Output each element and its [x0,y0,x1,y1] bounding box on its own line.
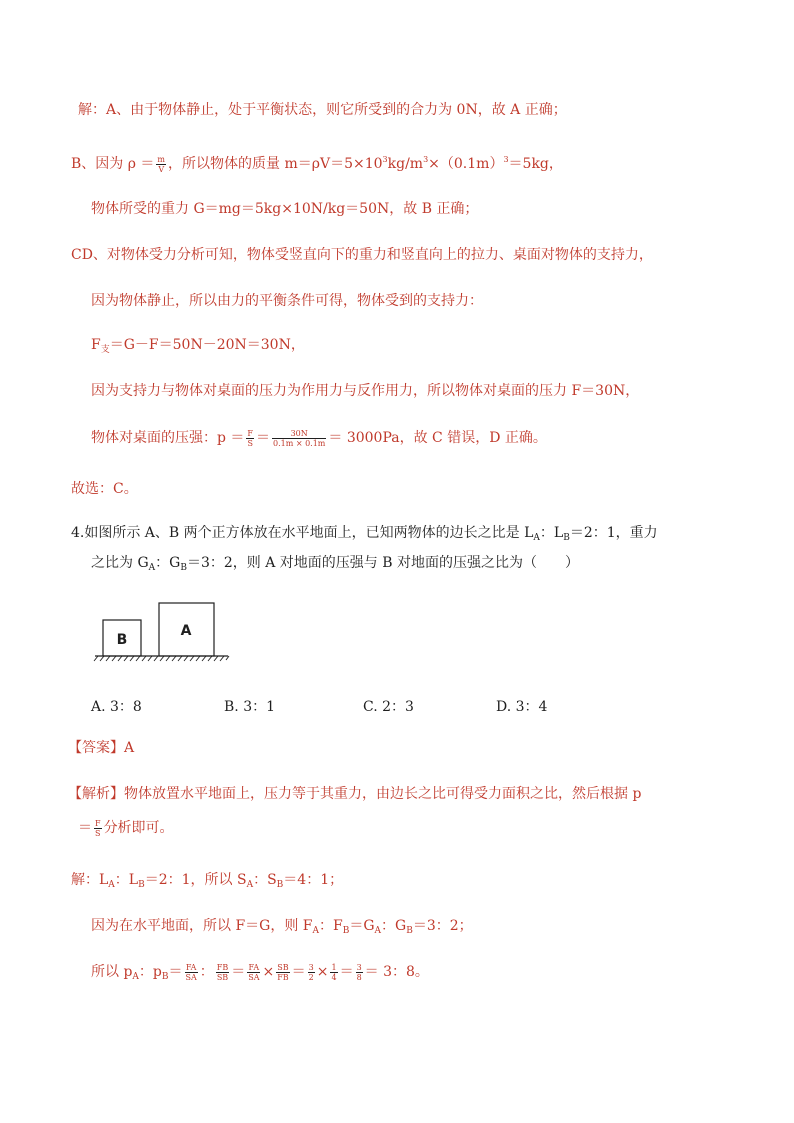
superscript: 3 [503,155,509,164]
analysis-solution-1 [71,870,343,895]
subscript: A [246,880,254,890]
subscript: B [161,972,169,982]
text-fragment: ＝2：1，重力 [569,525,658,541]
text-fragment: ＝ 3000Pa，故 C 错误，D 正确。 [328,430,547,446]
subscript: B [563,533,570,543]
fraction-sb-over-fb [276,963,289,982]
subscript: A [374,926,382,936]
answer-tag: 【答案】 [68,740,124,756]
text-fragment: kg/m [387,156,424,172]
answer-value: A [124,740,135,756]
question-4-line-1 [71,523,658,548]
fraction-30n-over-area [272,429,326,448]
choice-b: B. 3：1 [224,699,276,715]
text-fragment: ＝5kg， [508,156,563,172]
text-fragment: ＝2：1，所以 S [144,872,247,888]
text-fragment: ： [199,964,214,980]
text-fragment: ＝ [78,820,92,836]
subscript: B [138,880,145,890]
text-fragment: ：L [114,872,139,888]
fraction-denominator: 4 [331,972,337,982]
text-fragment: 因为在水平地面，所以 F＝G，则 F [91,918,313,934]
text-fragment: ＝3：2，则 A 对地面的压强与 B 对地面的压强之比为（ ） [186,555,579,571]
text-fragment: ：G [155,555,181,571]
fraction-numerator: 30N [272,429,326,439]
text-fragment: ：L [539,525,564,541]
fraction-f-over-s [94,819,102,838]
fraction-numerator: m [157,154,166,164]
ground-hatching [94,656,229,661]
text-fragment: ＝ 3：8。 [364,964,429,980]
cube-b-label: B [116,632,128,648]
text-fragment: 解：L [71,872,109,888]
superscript: 3 [382,155,388,164]
choice-d: D. 3：4 [496,699,548,715]
fraction-numerator: FB [216,962,229,972]
subscript: B [406,926,413,936]
text-fragment: ＝ [168,964,183,980]
fraction-numerator: FA [248,962,260,972]
fraction-denominator: V [158,164,165,174]
text-fragment: ：F [319,918,343,934]
text-fragment: 物体放置水平地面上，压力等于其重力，由边长之比可得受力面积之比，然后根据 p [124,786,642,802]
fraction-numerator: F [95,818,101,828]
fraction-m-over-v [156,155,166,174]
text-fragment: ＝G [349,918,375,934]
text-fragment: 所以 p [91,964,133,980]
fraction-denominator: S [95,828,101,838]
fraction-denominator: S [247,438,253,448]
fraction-fa-over-sa-2 [247,963,260,982]
analysis-solution-2 [91,916,473,941]
analysis-solution-3 [91,962,429,987]
solution-line-7: 因为支持力与物体对桌面的压力为作用力与反作用力，所以物体对桌面的压力 F＝30N， [91,383,640,399]
fraction-numerator: F [247,428,253,438]
solution-line-5: 因为物体静止，所以由力的平衡条件可得，物体受到的支持力： [91,293,483,309]
text-fragment: ×（0.1m） [428,156,504,172]
subscript: A [148,563,156,573]
fraction-numerator: 3 [356,962,362,972]
solution-line-2 [71,150,563,174]
solution-line-8 [91,428,547,448]
fraction-denominator: SA [248,972,260,982]
cube-a-label: A [180,623,192,639]
text-fragment: ＝ [291,964,306,980]
fraction-denominator: FB [277,972,289,982]
fraction-3-over-2 [308,963,315,982]
fraction-fa-over-sa [185,963,198,982]
text-fragment: 分析即可。 [103,820,174,836]
text-fragment: 之比为 G [91,555,149,571]
text-fragment: × [262,964,275,980]
fraction-3-over-8 [356,963,363,982]
text-fragment: ：G [381,918,407,934]
analysis-tag: 【解析】 [68,786,124,802]
subscript: 支 [100,345,110,355]
superscript: 3 [423,155,429,164]
text-fragment: ：p [138,964,162,980]
fraction-numerator: 3 [308,962,314,972]
text-fragment: ，所以物体的质量 m＝ρV＝5×10 [168,156,383,172]
fraction-denominator: SB [216,972,229,982]
text-fragment: B、因为 ρ ＝ [71,156,155,172]
subscript: B [276,880,284,890]
solution-conclusion: 故选：C。 [71,481,138,497]
subscript: B [342,926,350,936]
text-fragment: ＝ [339,964,354,980]
text-fragment: 4.如图所示 A、B 两个正方体放在水平地面上，已知两物体的边长之比是 L [71,525,534,541]
question-4-line-2 [91,553,579,578]
fraction-numerator: SB [277,962,289,972]
fraction-f-over-s [246,429,254,448]
fraction-denominator: 2 [308,972,314,982]
fraction-1-over-4 [330,963,337,982]
text-fragment: 物体对桌面的压强：p ＝ [91,430,245,446]
text-fragment: ：S [253,872,277,888]
text-fragment: ＝ [255,430,270,446]
answer-line [68,738,134,758]
text-fragment: ＝4：1； [283,872,344,888]
subscript: B [180,563,187,573]
solution-line-1: 解：A、由于物体静止，处于平衡状态，则它所受到的合力为 0N，故 A 正确； [78,102,567,118]
analysis-line-2 [78,818,174,838]
solution-line-4: CD、对物体受力分析可知，物体受竖直向下的重力和竖直向上的拉力、桌面对物体的支持力， [71,247,653,263]
subscript: A [312,926,320,936]
text-fragment: × [316,964,329,980]
fraction-fb-over-sb [216,963,229,982]
solution-line-3: 物体所受的重力 G＝mg＝5kg×10N/kg＝50N，故 B 正确； [91,201,479,217]
cubes-figure [90,595,235,665]
text-fragment: ＝ [231,964,246,980]
subscript: A [108,880,115,890]
fraction-numerator: FA [185,962,197,972]
subscript: A [533,533,540,543]
solution-line-6 [91,335,305,360]
fraction-denominator: SA [185,972,197,982]
text-fragment: F [91,337,101,353]
text-fragment: ＝G－F＝50N－20N＝30N， [109,337,305,353]
analysis-line-1 [68,784,641,804]
subscript: A [132,972,139,982]
choice-a: A. 3：8 [91,699,142,715]
fraction-denominator: 0.1m × 0.1m [272,438,326,448]
choice-c: C. 2：3 [363,699,414,715]
fraction-numerator: 1 [331,962,337,972]
fraction-denominator: 8 [356,972,362,982]
text-fragment: ＝3：2； [412,918,473,934]
